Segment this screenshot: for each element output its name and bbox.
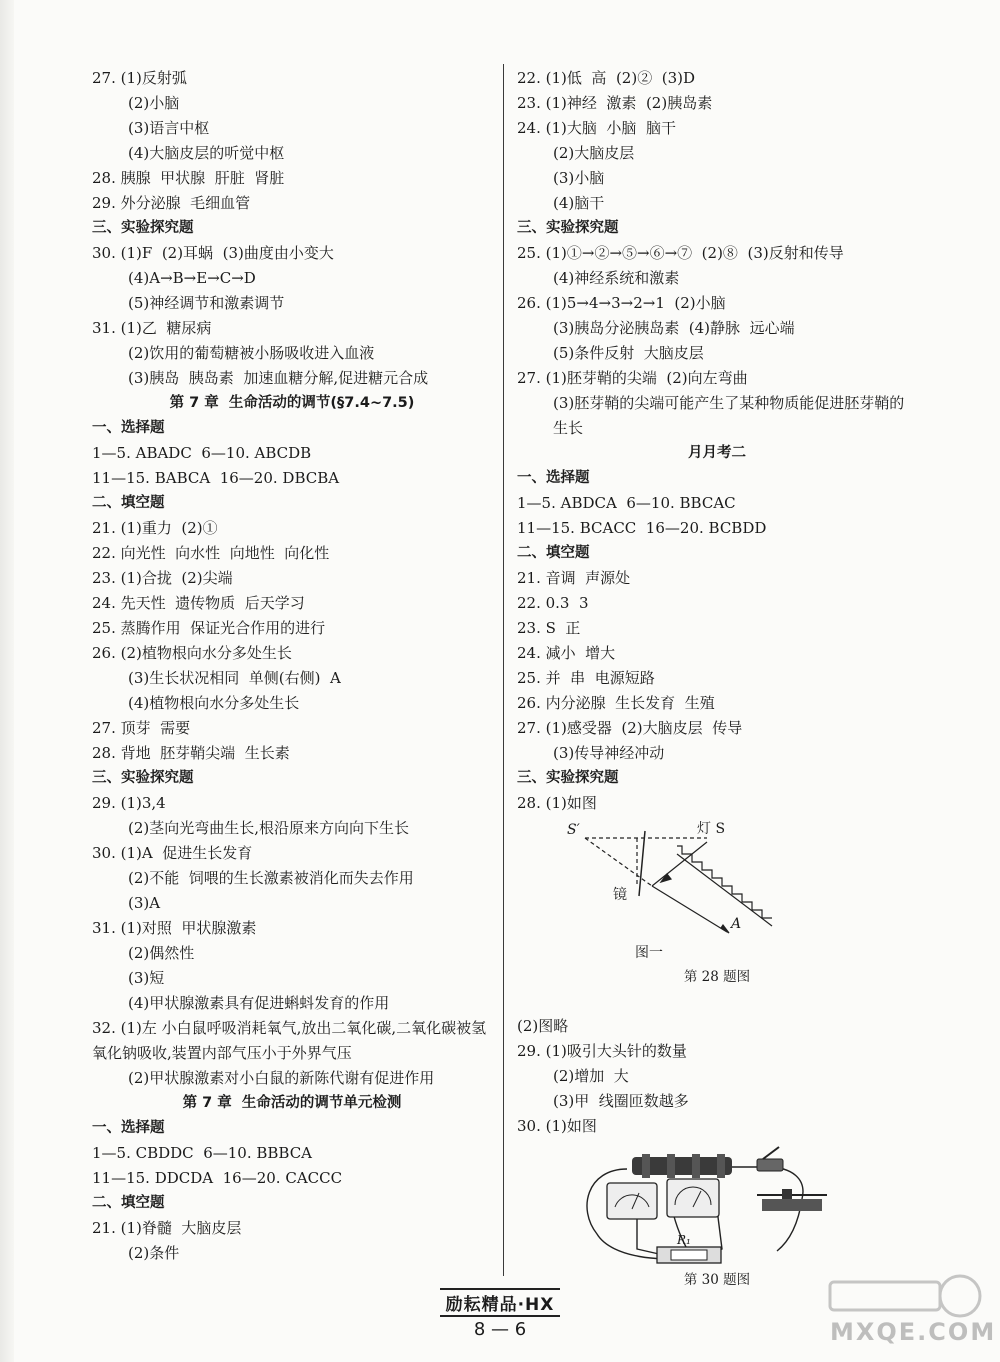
answer-line: (2)偶然性 [128, 944, 195, 962]
answer-line: (5)条件反射 大脑皮层 [553, 344, 704, 362]
answer-line: (2)增加 大 [553, 1067, 629, 1085]
answer-line: 27. (1)反射弧 [92, 69, 187, 87]
section-heading: 二、填空题 [517, 545, 590, 561]
watermark-logo-icon [820, 1272, 990, 1322]
rheostat-component [757, 1189, 827, 1211]
answer-line: 30. (1)F (2)耳蜗 (3)曲度由小变大 [92, 244, 334, 262]
answer-line: (4)甲状腺激素具有促进蝌蚪发育的作用 [128, 994, 390, 1012]
section-heading: 三、实验探究题 [92, 770, 194, 786]
answer-line: 23. S 正 [517, 619, 581, 637]
answer-line: 22. (1)低 高 (2)② (3)D [517, 69, 696, 87]
section-heading: 一、选择题 [517, 470, 590, 486]
page-binding-edge [0, 0, 14, 1362]
answer-line: 29. (1)3,4 [92, 794, 166, 812]
answer-line: (3)传导神经冲动 [553, 744, 665, 762]
switch-component [757, 1147, 783, 1171]
answer-line: 31. (1)乙 糖尿病 [92, 319, 212, 337]
section-heading: 一、选择题 [92, 420, 165, 436]
answer-line: (4)A→B→E→C→D [128, 269, 256, 287]
answer-line: 26. (1)5→4→3→2→1 (2)小脑 [517, 294, 726, 312]
answer-line: 27. 顶芽 需要 [92, 719, 191, 737]
answer-line: 28. 胰腺 甲状腺 肝脏 肾脏 [92, 169, 285, 187]
answer-line: (3)胰岛分泌胰岛素 (4)静脉 远心端 [553, 319, 795, 337]
right-column [517, 66, 917, 1291]
section-heading: 三、实验探究题 [517, 220, 619, 236]
answer-line: (4)大脑皮层的听觉中枢 [128, 144, 285, 162]
answer-line: 29. (1)吸引大头针的数量 [517, 1042, 687, 1060]
voltmeter-component [667, 1179, 719, 1217]
answer-line: 21. (1)重力 (2)① [92, 519, 218, 537]
answer-line: 26. 内分泌腺 生长发育 生殖 [517, 694, 715, 712]
answer-line: 28. 背地 胚芽鞘尖端 生长素 [92, 744, 290, 762]
answer-line: 25. 蒸腾作用 保证光合作用的进行 [92, 619, 326, 637]
answer-line: (2)大脑皮层 [553, 144, 635, 162]
resistor-label: R₁ [677, 1233, 691, 1247]
answer-line: 1—5. ABADC 6—10. ABCDB [92, 444, 312, 462]
answer-line: (4)植物根向水分多处生长 [128, 694, 300, 712]
coil-component [632, 1154, 732, 1178]
exam-title: 月月考二 [688, 445, 746, 461]
answer-line: 24. (1)大脑 小脑 脑干 [517, 119, 676, 137]
column-divider [503, 64, 504, 1276]
answer-line: 25. (1)①→②→⑤→⑥→⑦ (2)⑧ (3)反射和传导 [517, 244, 844, 262]
answer-line: 11—15. BABCA 16—20. DBCBA [92, 469, 340, 487]
answer-line: (2)条件 [128, 1244, 180, 1262]
answer-line: 29. 外分泌腺 毛细血管 [92, 194, 251, 212]
section-heading: 三、实验探究题 [517, 770, 619, 786]
answer-line: (5)神经调节和激素调节 [128, 294, 285, 312]
watermark-text: MXQE.COM [830, 1318, 997, 1346]
section-heading: 三、实验探究题 [92, 220, 194, 236]
answer-line: (4)脑干 [553, 194, 605, 212]
answer-line: 21. 音调 声源处 [517, 569, 631, 587]
answer-line: 22. 向光性 向水性 向地性 向化性 [92, 544, 330, 562]
answer-line: 25. 并 串 电源短路 [517, 669, 655, 687]
circuit-diagram [517, 1139, 917, 1269]
answer-line: 11—15. BCACC 16—20. BCBDD [517, 519, 767, 537]
brand-logo: 励耘精品·HX [440, 1288, 561, 1317]
answer-line: 30. (1)A 促进生长发育 [92, 844, 253, 862]
answer-line: (2)不能 饲喂的生长激素被消化而失去作用 [128, 869, 414, 887]
figure-caption: 第 30 题图 [683, 1272, 751, 1288]
figure-28 [517, 816, 917, 966]
answer-line: 24. 减小 增大 [517, 644, 616, 662]
answer-line: 31. (1)对照 甲状腺激素 [92, 919, 257, 937]
answer-line: (4)神经系统和激素 [553, 269, 680, 287]
chapter-title: 第 7 章 生命活动的调节(§7.4~7.5) [169, 395, 415, 411]
point-a-label: A [731, 916, 742, 932]
section-heading: 二、填空题 [92, 1195, 165, 1211]
watermark [820, 1272, 997, 1356]
section-heading: 一、选择题 [92, 1120, 165, 1136]
answer-line: 21. (1)脊髓 大脑皮层 [92, 1219, 242, 1237]
mirror-label: 镜 [613, 887, 627, 903]
figure-sub-label: 图一 [635, 945, 663, 961]
answer-line: (2)小脑 [128, 94, 180, 112]
answer-line: 1—5. ABDCA 6—10. BBCAC [517, 494, 736, 512]
answer-line: 27. (1)感受器 (2)大脑皮层 传导 [517, 719, 743, 737]
answer-line: (3)语言中枢 [128, 119, 210, 137]
answer-line: 26. (2)植物根向水分多处生长 [92, 644, 292, 662]
ammeter-component [607, 1183, 657, 1219]
left-column [92, 66, 492, 1266]
answer-line: 11—15. DDCDA 16—20. CACCC [92, 1169, 343, 1187]
answer-line: 24. 先天性 遗传物质 后天学习 [92, 594, 305, 612]
answer-line: (3)A [128, 894, 161, 912]
answer-line: 22. 0.3 3 [517, 594, 589, 612]
figure-30 [517, 1139, 917, 1269]
answer-line: (3)胰岛 胰岛素 加速血糖分解,促进糖元合成 [128, 369, 429, 387]
answer-line: (2)图略 [517, 1017, 569, 1035]
resistor-component [657, 1247, 721, 1263]
answer-line: 23. (1)神经 激素 (2)胰岛素 [517, 94, 713, 112]
page-number: 8 — 6 [473, 1319, 527, 1340]
lamp-label: 灯 S [697, 821, 726, 837]
answer-line: 32. (1)左 小白鼠呼吸消耗氧气,放出二氧化碳,二氧化碳被氢氧化钠吸收,装置内部气压小于外界气压 [92, 1019, 487, 1062]
answer-line: (3)甲 线圈匝数越多 [553, 1092, 689, 1110]
page-footer [420, 1288, 580, 1340]
answer-line: 23. (1)合拢 (2)尖端 [92, 569, 233, 587]
answer-line: 1—5. CBDDC 6—10. BBBCA [92, 1144, 313, 1162]
answer-line: 28. (1)如图 [517, 794, 597, 812]
answer-line: 27. (1)胚芽鞘的尖端 (2)向左弯曲 [517, 369, 748, 387]
figure-caption: 第 28 题图 [683, 969, 751, 985]
answer-line: (3)小脑 [553, 169, 605, 187]
s-prime-label: S′ [567, 822, 580, 838]
answer-line: (2)茎向光弯曲生长,根沿原来方向向下生长 [128, 819, 410, 837]
answer-line: (3)短 [128, 969, 165, 987]
section-heading: 二、填空题 [92, 495, 165, 511]
answer-line: (3)胚芽鞘的尖端可能产生了某种物质能促进胚芽鞘的生长 [553, 394, 905, 437]
chapter-title: 第 7 章 生命活动的调节单元检测 [182, 1095, 402, 1111]
answer-line: (2)甲状腺激素对小白鼠的新陈代谢有促进作用 [128, 1069, 435, 1087]
answer-line: (2)饮用的葡萄糖被小肠吸收进入血液 [128, 344, 375, 362]
answer-line: (3)生长状况相同 单侧(右侧) A [128, 669, 341, 687]
answer-line: 30. (1)如图 [517, 1117, 597, 1135]
